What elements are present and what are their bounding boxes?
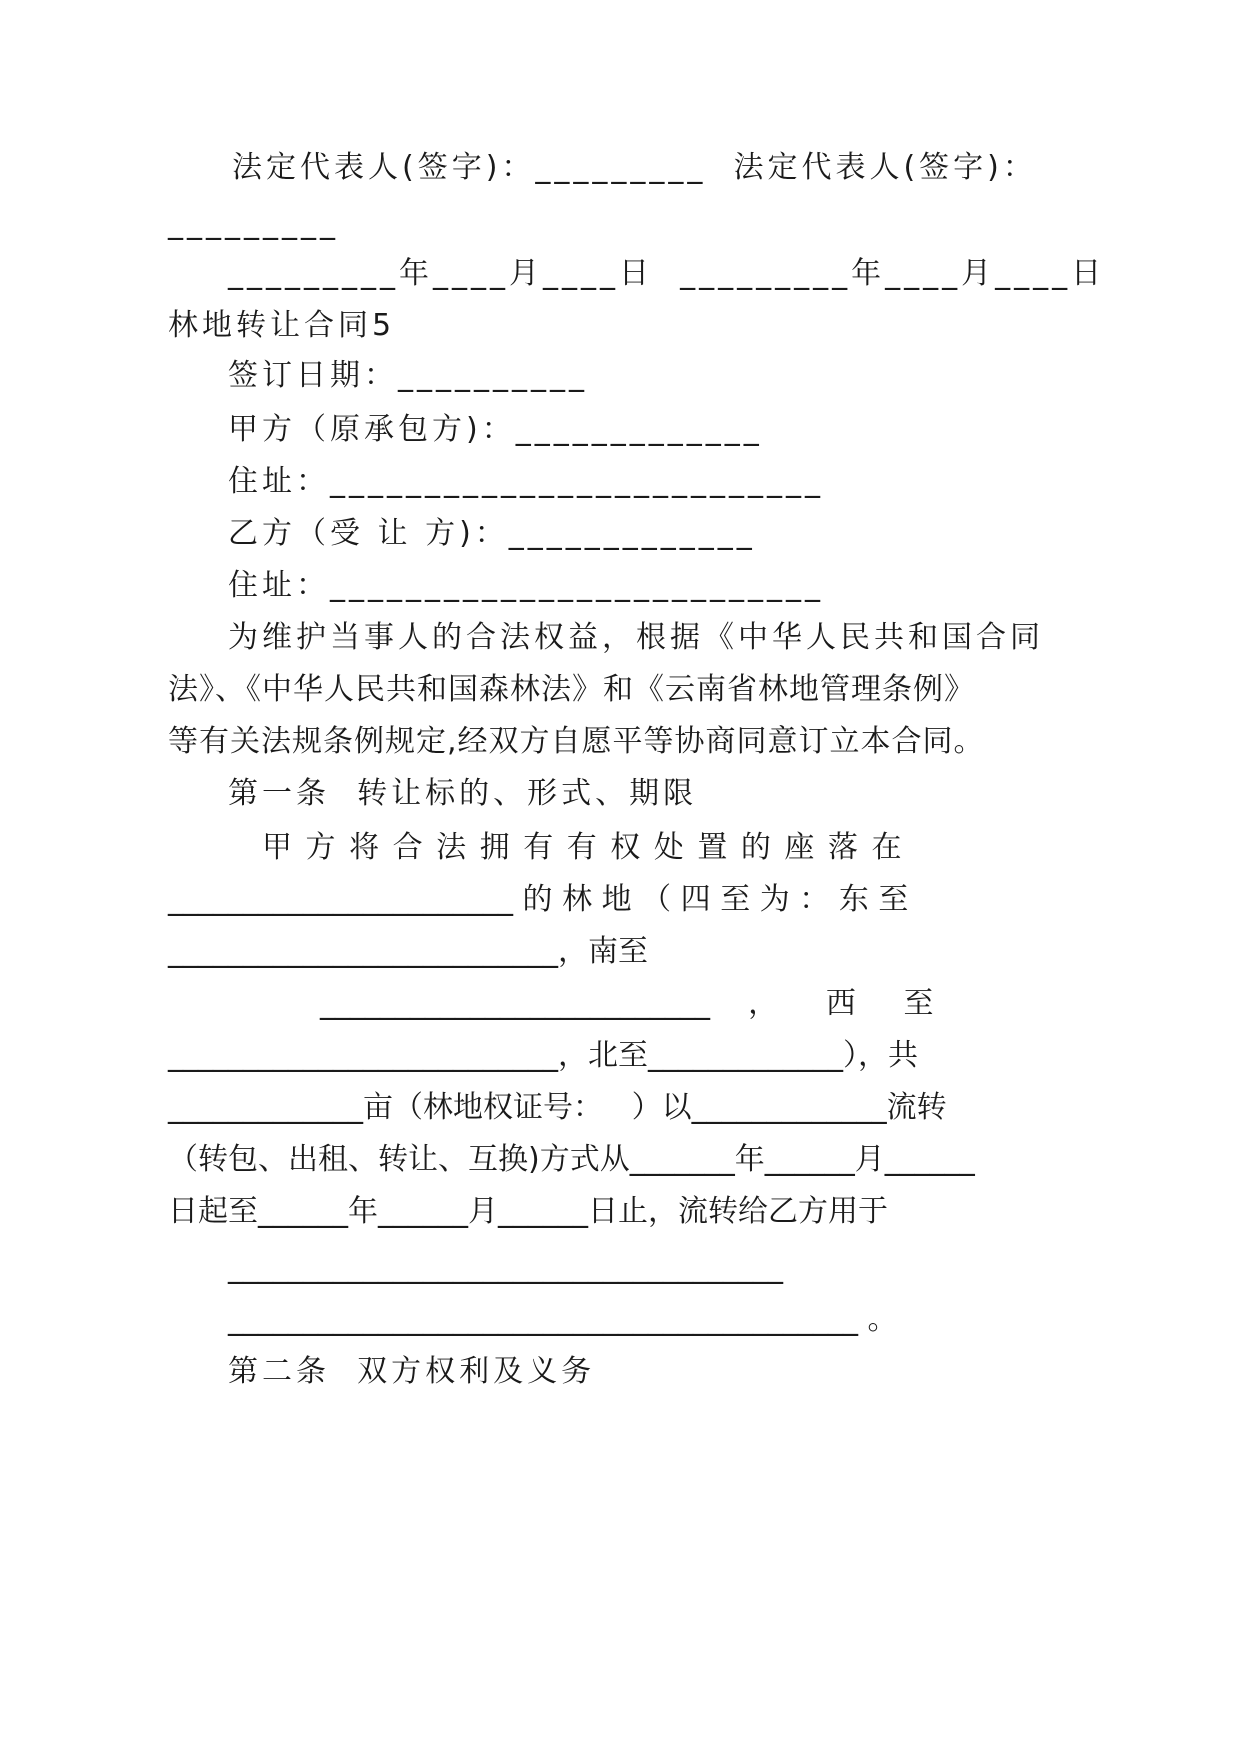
contract-title: 林地转让合同5 — [168, 308, 396, 343]
legal-rep-signature-blank: _________ — [168, 206, 339, 241]
article-1-line-6: _____________亩（林地权证号： ）以_____________流转 — [168, 1090, 947, 1125]
article-1-line-4: __________________________ ， 西 至 — [320, 986, 934, 1021]
party-b-field: 乙方（受 让 方)：_____________ — [228, 516, 756, 551]
intro-paragraph-line-2: 法》、《中华人民共和国森林法》和《云南省林地管理条例》 — [168, 672, 975, 707]
signature-date-row: _________年____月____日 _________年____月____日 — [228, 256, 1106, 291]
article-1-line-10: __________________________________________ 。 — [228, 1302, 898, 1337]
article-1-line-1: 甲 方 将 合 法 拥 有 有 权 处 置 的 座 落 在 — [262, 830, 904, 865]
article-1-line-2: _______________________ 的 林 地 （ 四 至 为 ： 东 至 — [168, 882, 909, 917]
article-1-line-7: （转包、出租、转让、互换)方式从_______年______月______ — [168, 1142, 975, 1177]
article-1-line-8: 日起至______年______月______日止，流转给乙方用于 — [168, 1194, 888, 1229]
article-1-line-3: __________________________，南至 — [168, 934, 648, 969]
article-1-line-9: _____________________________________ — [228, 1250, 783, 1285]
article-1-line-5: __________________________，北至_____________），共 — [168, 1038, 918, 1073]
intro-paragraph-line-1: 为维护当事人的合法权益，根据《中华人民共和国合同 — [228, 620, 1044, 655]
party-a-address-field: 住址：__________________________ — [228, 464, 824, 499]
sign-date-field: 签订日期：__________ — [228, 358, 588, 393]
intro-paragraph-line-3: 等有关法规条例规定,经双方自愿平等协商同意订立本合同。 — [168, 724, 985, 759]
article-2-title: 第二条 双方权利及义务 — [228, 1354, 596, 1389]
legal-rep-signature-row: 法定代表人(签字)：_________ 法定代表人(签字)： — [232, 150, 1037, 185]
party-b-address-field: 住址：__________________________ — [228, 568, 824, 603]
party-a-field: 甲方（原承包方)：_____________ — [228, 412, 763, 447]
article-1-title: 第一条 转让标的、形式、期限 — [228, 776, 698, 811]
